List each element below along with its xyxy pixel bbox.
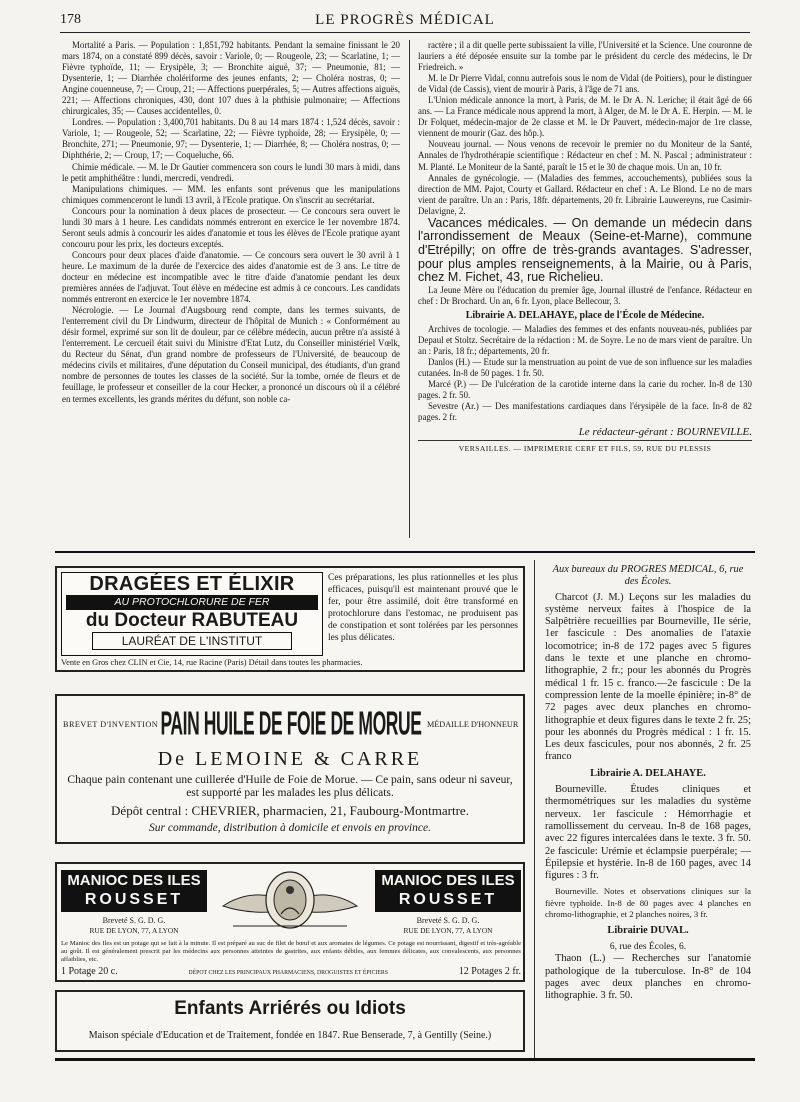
editor-signature: Le rédacteur-gérant : BOURNEVILLE. xyxy=(578,426,752,439)
lemoine-carre-name: De LEMOINE & CARRE xyxy=(157,748,423,770)
young-mother-paragraph: La Jeune Mère ou l'éducation du premier âge, Journal illustré de l'enfance. Rédacteur en chef : Dr Brochard. Un an, 6 fr. Lyon, place Bellecour, 3. xyxy=(418,284,752,306)
pain-huile-title: PAIN HUILE DE FOIE DE MORUE xyxy=(160,704,422,742)
duval-address: 6, rue des Écoles, 6. xyxy=(609,941,687,952)
tocology-paragraph: Archives de tocologie. — Maladies des femmes et des enfants nouveau-nés, publiées par Depaul et Stoltz. Secrétaire de la rédaction : M. de Soyre. Le no de mars vient de paraître. Un an : Paris, 18 fr.; départements, 20 fr. xyxy=(418,323,752,356)
enfants-arrieres-text: Maison spéciale d'Education et de Traitement, fondée en 1847. Rue Benserade, 7, à Gentilly (Seine.) xyxy=(88,1030,492,1041)
rabuteau-title-line2: AU PROTOCHLORURE DE FER xyxy=(66,595,318,610)
price-single: 1 Potage 20 c. xyxy=(61,966,118,977)
manioc-left-brevete: Breveté S. G. D. G. xyxy=(102,916,166,925)
rabuteau-advert xyxy=(55,566,525,672)
left-column xyxy=(62,40,400,538)
rabuteau-title-line3: du Docteur RABUTEAU xyxy=(85,610,299,631)
coat-of-arms-icon xyxy=(213,866,367,938)
mortality-paris-paragraph: Mortalité a Paris. — Population : 1,851,792 habitants. Pendant la semaine finissant le 20 mars 1874, on a constaté 899 décès, savoir : Variole, 0; — Rougeole, 23; — Scarlatine, 1; — Fièvre typhoïde, 11; — Erysipèle, 3; — Bronchite aiguë, 37; — Pneumonie, 81; — Dysenterie, 1; — Diarrhée cholériforme des jeunes enfants, 2; — Choléra nostras, 0; — Angine couenneuse, 7; — Croup, 21; — Affections puerpérales, 5; — Autres affections aiguës, 221; — Affections chroniques, 430, dont 107 dues à la phthisie pulmonaire; — Affections chirurgicales, 35; — Causes accidentelles, 0. xyxy=(62,40,400,117)
manioc-left-panel xyxy=(61,870,207,912)
manioc-advert xyxy=(55,862,525,982)
chemistry-course-paragraph: Chimie médicale. — M. le Dr Gautier commencera son cours le lundi 30 mars à midi, dans le petit amphithéâtre : lundi, mercredi, vendredi. xyxy=(62,161,400,183)
marce-paragraph: Marcé (P.) — De l'ulcération de la carotide interne dans la carie du rocher. In-8 de 130 pages. 2 fr. 50. xyxy=(418,379,752,401)
page-number: 178 xyxy=(60,12,81,27)
enfants-arrieres-advert xyxy=(55,990,525,1052)
necrology-paragraph: Nécrologie. — Le Journal d'Augsbourg rend compte, dans les termes suivants, de l'enterrement civil du Dr Lindwurm, directeur de l'hôpital de Munich : « Conformément au désir formel, exprimé sur son lit de douleur, par ce célèbre médecin, aucun prêtre n'a assisté à l'enterrement. Le cercueil était suivi du Ministre d'Etat Lutz, du Conseiller ministériel Vœlk, du Recteur du Sénat, d'un grand nombre de professeurs de l'Université, de beaucoup de médecins civils et militaires, d'une députation du Conseil municipal, des étudiants, d'un grand nombre de personnes de toutes les classes de la société. Sur la tombe, ornée de fleurs et de feuillage, le professeur et conseiller de la cour Hecker, a prononcé un discours où il a célébré en termes excellents, les grands mérites du défunt, son noble ca- xyxy=(62,305,400,404)
manioc-left-address: RUE DE LYON, 77, A LYON xyxy=(89,926,179,935)
manioc-right-panel xyxy=(375,870,521,912)
journal-title: LE PROGRÈS MÉDICAL xyxy=(315,12,495,28)
manioc-depot: DÉPOT CHEZ LES PRINCIPAUX PHARMACIENS, DROGUISTES ET ÉPICIERS xyxy=(188,970,389,976)
bottom-rule xyxy=(55,1058,755,1061)
medaille-label: MÉDAILLE D'HONNEUR xyxy=(427,720,519,729)
charcot-paragraph: Charcot (J. M.) Leçons sur les maladies du système nerveux faites à l'hospice de la Salpêtrière recueillies par Bourneville, IIe série, 1er fascicule : Des anomalies de l'ataxie locomotrice; in-8 de 172 pages avec 5 figures dans le texte et une planche en chromo-lithographie, 2 fr.; pour les abonnés du Progrès médical 1 fr. 15 c. franco.—2e fascicule : De la compression lente de la moelle épinière; in-8° de 72 pages avec deux planches en chromo-lithographie et deux figures dans le texte 2 fr. 25; pour les abonnés du Progrès médical : 1 fr. 15. Les deux fascicules, pour nos abonnés, 2 fr. 25 franco xyxy=(545,591,751,763)
manioc-description: Le Manioc des Iles est un potage qui se fait à la minute. Il est préparé au suc de filet de bœuf et aux aromates de légumes. Ce potage est nourrissant, digestif et très-agréable au goût. Il est généralement prescrit par les médecins aux personnes atteintes de gastrites, aux enfants débiles, aux femmes délicates, aux convalescents, aux personnes affaiblies, etc. xyxy=(61,940,521,964)
sevestre-paragraph: Sevestre (Ar.) — Des manifestations cardiaques dans l'érysipèle de la face. In-8 de 82 pages. 2 fr. xyxy=(418,401,752,423)
enfants-arrieres-title: Enfants Arriérés ou Idiots xyxy=(174,998,406,1019)
section-rule xyxy=(55,551,755,553)
chevrier-depot: Dépôt central : CHEVRIER, pharmacien, 21, Faubourg-Montmartre. xyxy=(111,803,469,818)
chemistry-manipulations-paragraph: Manipulations chimiques. — MM. les enfants sont prévenus que les manipulations chimiques commenceront le lundi 13 avril, à l'Ecole pratique. On s'inscrit au secrétariat. xyxy=(62,183,400,205)
manioc-price-row xyxy=(61,966,521,977)
manioc-right-address: RUE DE LYON, 77, A LYON xyxy=(403,926,493,935)
delahaye-heading: Librairie A. DELAHAYE, place de l'École de Médecine. xyxy=(465,309,705,321)
manioc-right-brand: ROUSSET xyxy=(398,891,498,908)
danlos-paragraph: Danlos (H.) — Etude sur la menstruation au point de vue de son influence sur les maladies cutanées. In-8 de 50 pages. 1 fr. 50. xyxy=(418,357,752,379)
rabuteau-title-panel xyxy=(61,572,323,656)
thaon-paragraph: Thaon (L.) — Recherches sur l'anatomie pathologique de la tuberculose. In-8° de 104 pages avec deux planches en chromo-lithographie. 3 fr. 50. xyxy=(545,953,751,1002)
delahaye-heading-right: Librairie A. DELAHAYE. xyxy=(590,767,706,779)
ad-column-divider xyxy=(534,560,535,1060)
bureaux-heading: Aux bureaux du PROGRÈS MÉDICAL, 6, rue des Écoles. xyxy=(552,564,744,588)
bourneville-notes-paragraph: Bourneville. Notes et observations cliniques sur la fièvre typhoïde. In-8 de 80 pages avec 4 planches en chromo-lithographie, et 2 planches noires, 3 fr. xyxy=(545,886,751,920)
right-column xyxy=(545,564,751,1054)
deaths-paragraph: L'Union médicale annonce la mort, à Paris, de M. le Dr A. N. Leriche; il était âgé de 66 ans. — La France médicale nous apprend la mort, à Alger, de M. le Dr A. E. Herpin. — M. le Dr Folquet, médecin-major de 2e classe et M. le Dr Pauvert, médecin-major de 1re classe, viennent de mourir (Gaz. des hôp.). xyxy=(418,95,752,139)
manioc-right-brevete: Breveté S. G. D. G. xyxy=(416,916,480,925)
rabuteau-title-line1: DRAGÉES ET ÉLIXIR xyxy=(89,573,295,595)
vidal-paragraph: M. le Dr Pierre Vidal, connu autrefois sous le nom de Vidal (de Poitiers), pour le distinguer de Vidal (de Cassis), vient de mourir à Paris, à l'âge de 71 ans. xyxy=(418,73,752,95)
new-journal-paragraph: Nouveau journal. — Nous venons de recevoir le premier no du Moniteur de la Santé, Annales de l'hydrothérapie scientifique : Rédacteur en chef : M. N. Pascal ; administrateur : M. Planté. Le Moniteur de la Santé, paraît le 15 et le 30 de chaque mois. Un an, 10 fr. xyxy=(418,139,752,172)
price-dozen: 12 Potages 2 fr. xyxy=(458,966,521,977)
medical-vacancy-paragraph: Vacances médicales. — On demande un médecin dans l'arrondissement de Meaux (Seine-et-Marne), commune d'Etrépilly; on offre de très-grands avantages. S'adresser, pour plus amples renseignements, à la Mairie, ou à Paris, chez M. Fichet, 43, rue Richelieu. xyxy=(418,215,752,285)
middle-column xyxy=(418,40,752,548)
manioc-right-name: MANIOC DES ILES xyxy=(381,872,515,889)
printer-line: VERSAILLES. — IMPRIMERIE CERF ET FILS, 59, RUE DU PLESSIS xyxy=(418,440,752,454)
page-header xyxy=(60,10,750,33)
pain-huile-description: Chaque pain contenant une cuillerée d'Huile de Foie de Morue. — Ce pain, sans odeur ni saveur, est supporté par les malades les plus délicats. xyxy=(67,774,513,799)
london-paragraph: Londres. — Population : 3,400,701 habitants. Du 8 au 14 mars 1874 : 1,524 décès, savoir : Variole, 1; — Rougeole, 52; — Scarlatine, 22; — Fièvre typhoïde, 28; — Erysipèle, 0; — Bronchite, 271; — Pneumonie, 97; — Dysenterie, 1; — Diarrhée, 8; — Choléra nostras, 0; — Diphthérie, 2; — Croup, 17; — Coqueluche, 66. xyxy=(62,117,400,161)
anatomy-aide-contest-paragraph: Concours pour deux places d'aide d'anatomie. — Ce concours sera ouvert le 30 avril à 1 heure. Le maximum de la durée de l'exercice des aides d'anatomie est de 3 ans. Le titre de docteur en médecine est incompatible avec le titre d'aide d'anatomie pendant les deux premières années de l'adjuvat. Tout élève en médecine est admis à ce concours. Les candidats nommés entreront en exercice le 1er novembre 1874. xyxy=(62,249,400,305)
column-divider xyxy=(409,40,410,538)
manioc-emblem xyxy=(213,866,367,938)
duval-heading: Librairie DUVAL. xyxy=(607,924,689,936)
delivery-note: Sur commande, distribution à domicile et envois en province. xyxy=(149,822,431,834)
manioc-left-name: MANIOC DES ILES xyxy=(67,872,201,889)
manioc-left-brand: ROUSSET xyxy=(84,891,184,908)
pain-huile-advert xyxy=(55,694,525,844)
necrology-continued-paragraph: ractère ; il a dit quelle perte subissaient la ville, l'Université et la Science. Une couronne de lauriers a été déposée ensuite sur la tombe par le président du cercle des médecins, le Dr Friedreich. » xyxy=(418,40,752,73)
prosector-contest-paragraph: Concours pour la nomination à deux places de prosecteur. — Ce concours sera ouvert le lundi 30 mars à 1 heure. Les candidats nommés entreront en exercice le 1er novembre 1874. Seront seuls admis à concourir les aides d'anatomie et tous les élèves de l'Ecole pratique ayant concouru pour les prix, les docteurs exceptés. xyxy=(62,205,400,249)
rabuteau-description: Ces préparations, les plus rationnelles et les plus efficaces, puisqu'il est maintenant prouvé que le fer, pour être assimilé, doit être transformé en protochlorure dans l'estomac, ne produisent pas de constipation et sont tolérées par les personnes les plus délicates. xyxy=(328,573,518,643)
rabuteau-footer: Vente en Gros chez CLIN et Cie, 14, rue Racine (Paris) Détail dans toutes les pharmacies. xyxy=(61,658,363,667)
bourneville-studies-paragraph: Bourneville. Études cliniques et thermométriques sur les maladies du système nerveux. 1er fascicule : Hémorrhagie et ramollissement du cerveau. In-8 de 168 pages, avec 22 figures intercalées dans le texte. 3 fr. 50. 2e fascicule: Urémie et éclampsie puerpérale; — Épilepsie et hystérie. In-8 de 160 pages, avec 14 figures : 3 fr. xyxy=(545,784,751,882)
gynecology-paragraph: Annales de gynécologie. — (Maladies des femmes, accouchements), publiées sous la direction de MM. Pajot, Courty et Gallard. Rédacteur en chef : A. Le Blond. Le no de mars vient de paraître. Un an : Paris, 18fr. départements, 20 fr. Librairie Lauwereyns, rue Casimir-Delavigne, 2. xyxy=(418,172,752,216)
rabuteau-title-line4: LAURÉAT DE L'INSTITUT xyxy=(92,632,292,650)
brevet-label: BREVET D'INVENTION xyxy=(63,720,159,729)
